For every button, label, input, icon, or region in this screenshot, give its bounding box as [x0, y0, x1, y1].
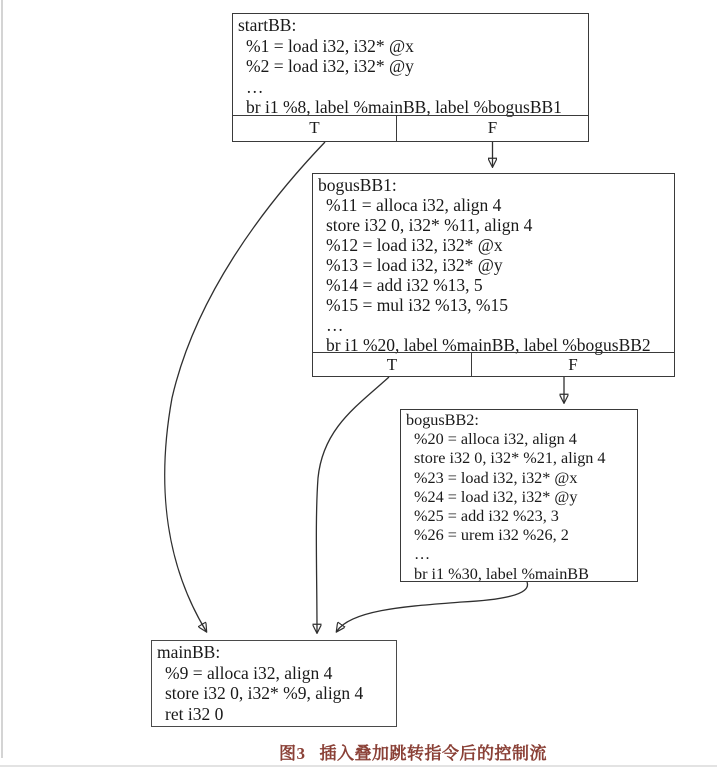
figure-caption [279, 739, 547, 764]
edge-bogusbb2-to-mainbb [337, 582, 528, 631]
branch-row [233, 115, 588, 141]
code-line: %20 = alloca i32, align 4 [414, 430, 577, 449]
startbb-body [233, 14, 588, 118]
code-line: br i1 %8, label %mainBB, label %bogusBB1 [246, 97, 562, 117]
code-line: %25 = add i32 %23, 3 [414, 507, 559, 526]
basic-block-mainbb [151, 640, 397, 727]
code-line: %14 = add i32 %13, 5 [326, 275, 483, 295]
code-line: br i1 %20, label %mainBB, label %bogusBB2 [326, 335, 651, 355]
true-branch-cell: T [386, 354, 398, 374]
code-line: %2 = load i32, i32* @y [246, 56, 414, 76]
true-branch-cell: T [309, 118, 320, 138]
code-line: %12 = load i32, i32* @x [326, 235, 503, 255]
mainbb-body [152, 641, 396, 724]
code-line: store i32 0, i32* %9, align 4 [165, 683, 364, 703]
code-line: %23 = load i32, i32* @x [414, 468, 578, 487]
code-line: %9 = alloca i32, align 4 [165, 662, 333, 683]
bogusbb1-body [313, 174, 674, 355]
code-line: %26 = urem i32 %26, 2 [414, 526, 569, 545]
edge-bogusbb1-true-to-mainbb [316, 377, 389, 632]
block-title: startBB: [238, 15, 297, 35]
block-title: bogusBB1: [318, 175, 397, 195]
code-line: … [414, 545, 431, 564]
code-line: %24 = load i32, i32* @y [414, 487, 578, 506]
code-line: … [246, 76, 264, 97]
code-line: %11 = alloca i32, align 4 [326, 195, 502, 215]
figure-caption-text: 插入叠加跳转指令后的控制流 [319, 744, 547, 763]
code-line: %15 = mul i32 %13, %15 [326, 295, 508, 315]
basic-block-startbb [232, 13, 589, 142]
edge-startbb-true-to-mainbb [165, 142, 325, 631]
page-bottom-rule [0, 765, 717, 767]
code-line: %1 = load i32, i32* @x [246, 35, 414, 56]
code-line: store i32 0, i32* %11, align 4 [326, 215, 533, 235]
code-line: br i1 %30, label %mainBB [414, 564, 589, 583]
figure-caption-number: 图3 [279, 744, 306, 763]
block-title: bogusBB2: [406, 411, 479, 429]
bogusbb2-body [401, 410, 637, 584]
false-branch-cell: F [471, 353, 674, 376]
code-line: ret i32 0 [165, 703, 224, 724]
basic-block-bogusbb1 [312, 173, 675, 377]
basic-block-bogusbb2 [400, 409, 638, 582]
code-line: store i32 0, i32* %21, align 4 [414, 449, 606, 468]
branch-row [313, 352, 674, 376]
code-line: %13 = load i32, i32* @y [326, 255, 503, 275]
page-left-rule [1, 0, 3, 758]
code-line: … [326, 315, 344, 335]
false-branch-cell: F [396, 116, 588, 141]
block-title: mainBB: [157, 642, 221, 662]
